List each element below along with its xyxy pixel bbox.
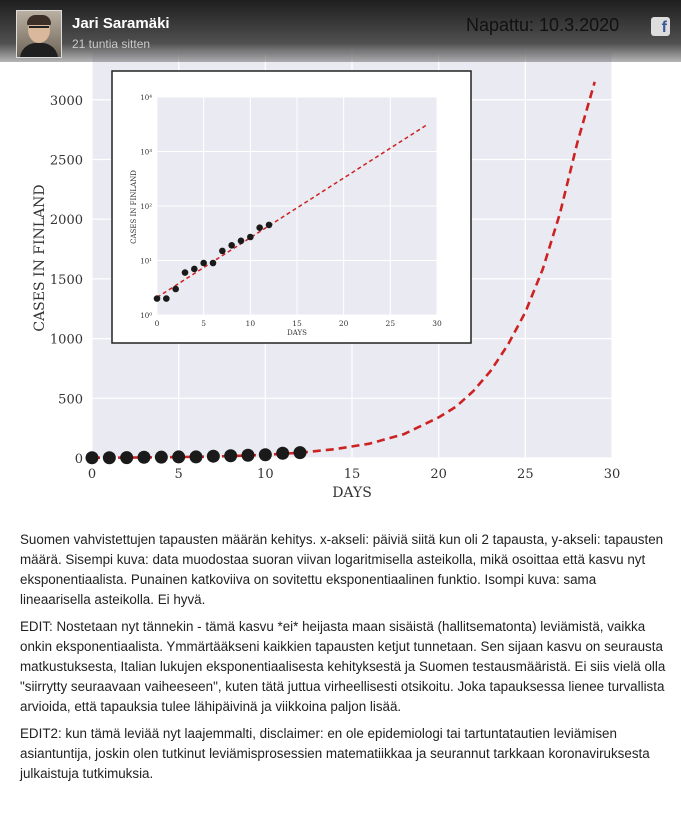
inset-ytick-label: 10³ [140,148,152,157]
inset-data-point [163,295,170,302]
main-ytick-label: 1000 [49,332,83,348]
inset-ytick-label: 10⁴ [140,94,152,102]
author-avatar[interactable] [16,10,62,58]
author-name[interactable]: Jari Saramäki [72,15,170,32]
inset-ylabel: CASES IN FINLAND [130,170,138,244]
main-xtick-label: 0 [87,467,97,482]
inset-xtick-label: 25 [385,319,396,328]
inset-ytick-label: 10⁰ [140,312,152,320]
inset-data-point [247,234,254,241]
main-data-point [172,450,185,463]
main-data-point [276,447,289,460]
main-data-point [155,451,168,464]
inset-chart [112,71,471,343]
main-xtick-label: 25 [517,467,534,482]
inset-data-point [256,224,263,231]
facebook-icon: f [651,17,670,36]
main-data-point [138,451,151,464]
inset-xtick-label: 5 [201,319,207,328]
inset-xtick-label: 0 [154,319,160,328]
main-data-point [120,451,133,464]
inset-ytick-label: 10¹ [140,257,152,266]
main-data-point [103,451,116,464]
main-data-point [207,450,220,463]
inset-xlabel: DAYS [287,329,307,337]
captured-date: Napattu: 10.3.2020 [466,15,620,35]
main-ytick-label: 0 [74,452,83,467]
inset-ytick-label: 10² [140,203,152,211]
main-ytick-label: 3000 [49,93,83,109]
inset-data-point [154,295,161,302]
main-xtick-label: 30 [603,467,621,482]
inset-data-point [266,222,273,229]
inset-xtick-label: 30 [432,319,442,328]
main-xtick-label: 15 [343,467,361,482]
main-data-point [224,449,237,462]
main-ylabel: CASES IN FINLAND [32,184,48,332]
inset-xtick-label: 20 [338,319,349,328]
main-ytick-label: 1500 [49,272,83,288]
inset-data-point [182,269,189,276]
main-ytick-label: 2500 [49,153,83,169]
inset-data-point [191,266,198,273]
post-paragraph-3: EDIT2: kun tämä leviää nyt laajemmalti, disclaimer: en ole epidemiologi tai tartuntatautien leviämisen asiantuntija, joskin olen tutkinut leviämisprosessien matematiikkaa ja seurannut tarkkaan koronaviruksesta julkaistuja tutkimuksia. [20,726,650,781]
main-data-point [242,449,255,462]
inset-data-point [238,237,245,244]
post-header [0,0,681,62]
inset-data-point [172,286,179,293]
inset-data-point [219,248,226,255]
main-data-point [190,450,203,463]
inset-xtick-label: 15 [292,319,302,328]
post-timestamp[interactable]: 21 tuntia sitten [72,37,151,51]
post-text [20,530,670,791]
main-data-point [294,446,307,459]
inset-data-point [210,260,217,267]
post-paragraph-1: Suomen vahvistettujen tapausten määrän kehitys. x-akseli: päiviä siitä kun oli 2 tapausta, y-akseli: tapausten määrä. Sisempi kuva: data muodostaa suoran viivan logaritmisella asteikolla, mikä osoittaa että kasvu nyt eksponentiaalista. Punainen katkoviiva on sovitettu eksponentiaalinen funktio. Isompi kuva: sama lineaarisella asteikolla. Ei hyvä. [20,532,664,607]
main-xlabel: DAYS [332,485,372,501]
main-data-point [259,448,272,461]
inset-xtick-label: 10 [245,319,256,328]
main-xtick-label: 10 [257,467,274,482]
inset-data-point [228,242,235,249]
inset-data-point [200,260,207,267]
main-ytick-label: 2000 [49,213,83,229]
main-xtick-label: 20 [430,467,447,482]
main-ytick-label: 500 [58,392,83,408]
post-paragraph-2: EDIT: Nostetaan nyt tännekin - tämä kasvu *ei* heijasta maan sisäistä (hallitsematonta) leviämistä, vaikka onkin eksponentiaalista. Ymmärtääkseni kaikkien tapausten ketjut tunnetaan. Sen sijaan kasvu on seurausta matkustuksesta, Italian lukujen eksponentiaalisesta kehityksestä ja Suomen testausmääristä. Ei siis vielä olla "siirrytty seuraavaan vaiheeseen", kuten tätä juttua virheellisesti otsikoitu. Joka tapauksessa lienee turvallista arvioida, että tapauksia tulee lähipäivinä ja viikkoina paljon lisää. [20,619,666,714]
case-growth-figure [0,40,681,518]
main-data-point [86,451,99,464]
main-xtick-label: 5 [174,467,183,482]
